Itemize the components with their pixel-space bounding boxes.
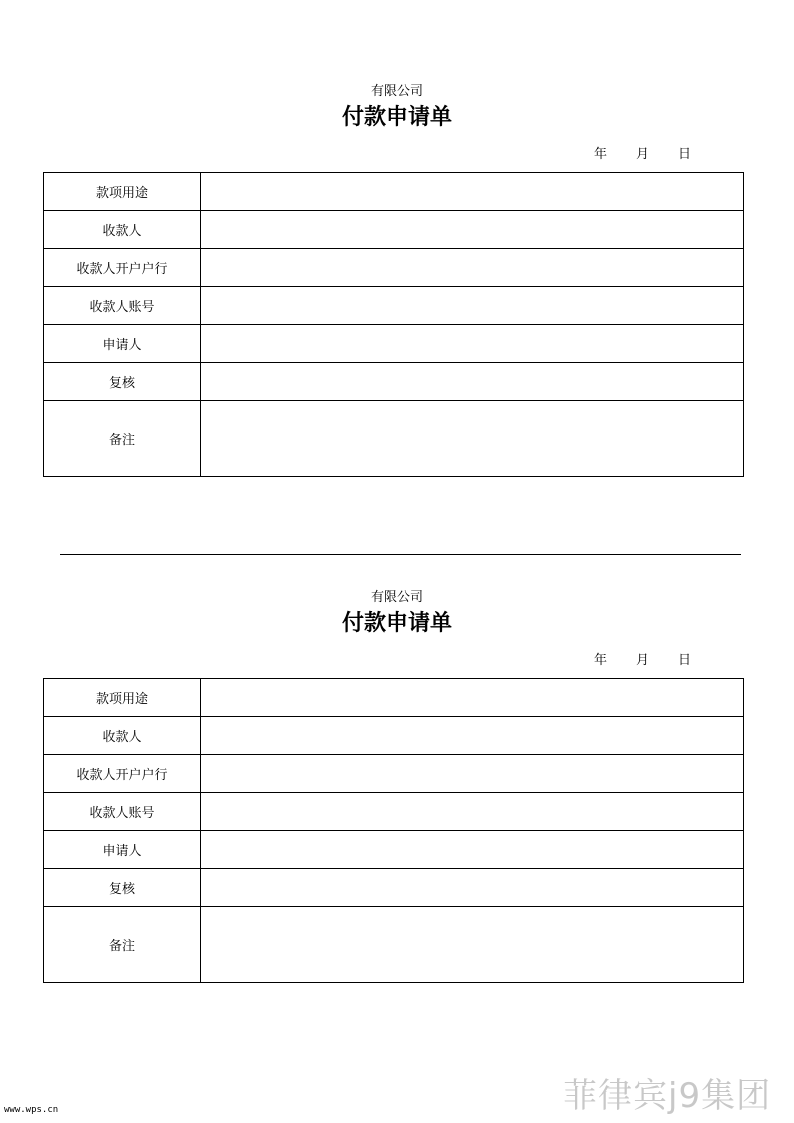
- applicant-field[interactable]: [201, 325, 744, 363]
- table-row: [44, 679, 744, 717]
- table-row: [44, 249, 744, 287]
- row-label-applicant: 申请人: [44, 831, 201, 869]
- date-day-label: 日: [678, 147, 692, 162]
- payee-bank-field[interactable]: [201, 249, 744, 287]
- row-label-payee-bank: 收款人开户户行: [44, 755, 201, 793]
- reviewer-field[interactable]: [201, 363, 744, 401]
- date-month-label: 月: [636, 653, 650, 668]
- payee-field[interactable]: [201, 717, 744, 755]
- row-label-remarks: 备注: [44, 907, 201, 983]
- table-row: [44, 401, 744, 477]
- payee-account-field[interactable]: [201, 287, 744, 325]
- payee-field[interactable]: [201, 211, 744, 249]
- table-row: [44, 831, 744, 869]
- date-year-label: 年: [594, 147, 608, 162]
- table-row: [44, 211, 744, 249]
- row-label-payee-account: 收款人账号: [44, 287, 201, 325]
- table-row: [44, 717, 744, 755]
- reviewer-field[interactable]: [201, 869, 744, 907]
- cut-line-divider: [60, 554, 741, 555]
- purpose-field[interactable]: [201, 173, 744, 211]
- table-row: [44, 287, 744, 325]
- company-name: 有限公司: [370, 590, 423, 605]
- date-year-label: 年: [594, 653, 608, 668]
- footer-url: www.wps.cn: [4, 1105, 59, 1115]
- table-row: [44, 755, 744, 793]
- row-label-purpose: 款项用途: [44, 173, 201, 211]
- row-label-remarks: 备注: [44, 401, 201, 477]
- row-label-applicant: 申请人: [44, 325, 201, 363]
- row-label-payee-account: 收款人账号: [44, 793, 201, 831]
- purpose-field[interactable]: [201, 679, 744, 717]
- form-title: 付款申请单: [341, 610, 452, 636]
- table-row: [44, 869, 744, 907]
- table-row: [44, 907, 744, 983]
- payment-table: [43, 678, 744, 983]
- remarks-field[interactable]: [201, 907, 744, 983]
- table-row: [44, 363, 744, 401]
- watermark-text: 菲律宾j9集团: [563, 1076, 772, 1116]
- date-month-label: 月: [636, 147, 650, 162]
- row-label-reviewer: 复核: [44, 869, 201, 907]
- payee-bank-field[interactable]: [201, 755, 744, 793]
- applicant-field[interactable]: [201, 831, 744, 869]
- payment-table: [43, 172, 744, 477]
- row-label-purpose: 款项用途: [44, 679, 201, 717]
- row-label-payee: 收款人: [44, 717, 201, 755]
- row-label-payee: 收款人: [44, 211, 201, 249]
- date-day-label: 日: [678, 653, 692, 668]
- company-name: 有限公司: [370, 84, 423, 99]
- table-row: [44, 173, 744, 211]
- table-row: [44, 793, 744, 831]
- table-row: [44, 325, 744, 363]
- row-label-payee-bank: 收款人开户户行: [44, 249, 201, 287]
- form-title: 付款申请单: [341, 104, 452, 130]
- payee-account-field[interactable]: [201, 793, 744, 831]
- row-label-reviewer: 复核: [44, 363, 201, 401]
- remarks-field[interactable]: [201, 401, 744, 477]
